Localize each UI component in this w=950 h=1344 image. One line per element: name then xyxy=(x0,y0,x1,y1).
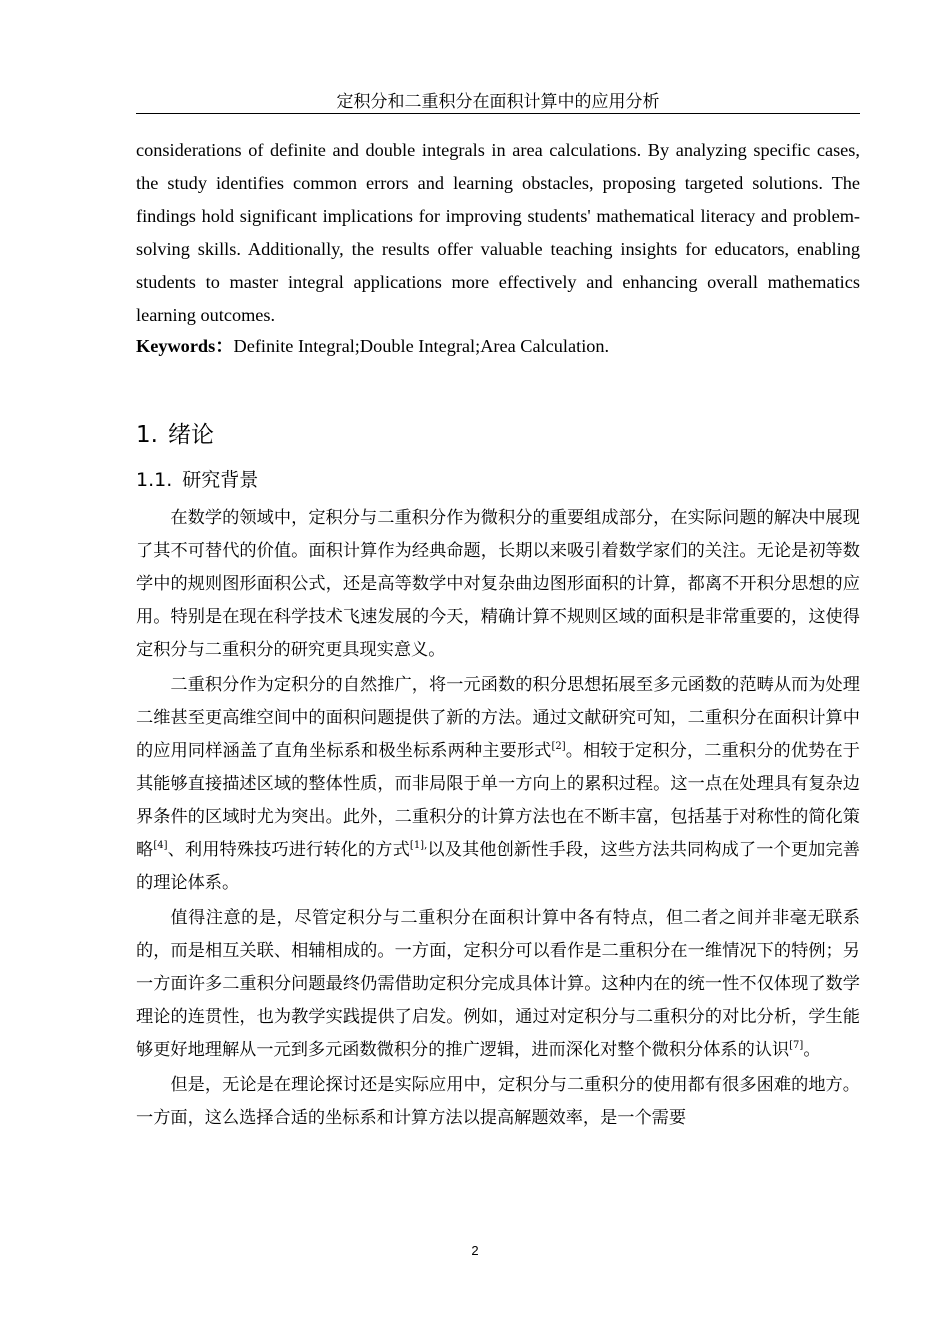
paragraph-2 xyxy=(136,669,860,900)
keywords-line xyxy=(136,332,860,361)
page-number: 2 xyxy=(471,1243,479,1258)
paragraph-2-text: 以及其他创新性手段，这些方法共同构成了一个更加完善的理论体系。 xyxy=(136,840,860,893)
abstract-continuation xyxy=(136,134,860,332)
header-rule xyxy=(136,113,860,114)
paragraph-4: 但是，无论是在理论探讨还是实际应用中，定积分与二重积分的使用都有很多困难的地方。一方面，这么选择合适的坐标系和计算方法以提高解题效率，是一个需要 xyxy=(136,1075,860,1128)
citation-ref: [1], xyxy=(409,840,428,851)
paragraph-1: 在数学的领域中，定积分与二重积分作为微积分的重要组成部分，在实际问题的解决中展现了其不可替代的价值。面积计算作为经典命题，长期以来吸引着数学家们的关注。无论是初等数学中的规则图形面积公式，还是高等数学中对复杂曲边图形面积的计算，都离不开积分思想的应用。特别是在现在科学技术飞速发展的今天，精确计算不规则区域的面积是非常重要的，这使得定积分与二重积分的研究更具现实意义。 xyxy=(136,508,860,660)
section-number: 1. xyxy=(136,422,158,448)
section-heading-1 xyxy=(136,419,214,451)
paragraph-3-text: 值得注意的是，尽管定积分与二重积分在面积计算中各有特点，但二者之间并非毫无联系的，而是相互关联、相辅相成的。一方面，定积分可以看作是二重积分在一维情况下的特例；另一方面许多二重积分问题最终仍需借助定积分完成具体计算。这种内在的统一性不仅体现了数学理论的连贯性，也为教学实践提供了启发。例如，通过对定积分与二重积分的对比分析，学生能够更好地理解从一元到多元函数微积分的推广逻辑，进而深化对整个微积分体系的认识 xyxy=(136,908,860,1060)
subsection-number: 1.1. xyxy=(136,469,173,491)
paragraph-2-text: 二重积分作为定积分的自然推广，将一元函数的积分思想拓展至多元函数的范畴从而为处理二维甚至更高维空间中的面积问题提供了新的方法。通过文献研究可知，二重积分在面积计算中的应用同样涵盖了直角坐标系和极坐标系两种主要形式 xyxy=(136,675,860,761)
section-title: 绪论 xyxy=(167,422,214,448)
subsection-title: 研究背景 xyxy=(182,469,259,491)
keywords-colon: ： xyxy=(215,336,234,357)
abstract-paragraph: considerations of definite and double integrals in area calculations. By analyzing specific cases, the study identifies common errors and learning obstacles, proposing targeted solutions. The findings hold significant implications for improving students' mathematical literacy and problem-solving skills. Additionally, the results offer valuable teaching insights for educators, enabling students to master integral applications more effectively and enhancing overall mathematics learning outcomes. xyxy=(136,140,860,325)
citation-ref: [4] xyxy=(153,840,168,851)
keywords-text: Definite Integral;Double Integral;Area Calculation. xyxy=(233,336,610,356)
paragraph-2-text: 、利用特殊技巧进行转化的方式 xyxy=(167,840,410,860)
running-header: 定积分和二重积分在面积计算中的应用分析 xyxy=(336,92,660,112)
subsection-heading-1-1 xyxy=(136,465,258,495)
body-text xyxy=(136,502,860,1135)
citation-ref: [7] xyxy=(789,1040,804,1051)
keywords-label: Keywords xyxy=(136,336,216,356)
paragraph-3-text: 。 xyxy=(803,1040,821,1060)
paragraph-2-text: 。相较于定积分，二重积分的优势在于其能够直接描述区域的整体性质，而非局限于单一方向上的累积过程。这一点在处理具有复杂边界条件的区域时尤为突出。此外，二重积分的计算方法也在不断丰富，包括基于对称性的简化策略 xyxy=(136,741,860,860)
citation-ref: [2] xyxy=(551,741,566,752)
paragraph-3 xyxy=(136,902,860,1067)
